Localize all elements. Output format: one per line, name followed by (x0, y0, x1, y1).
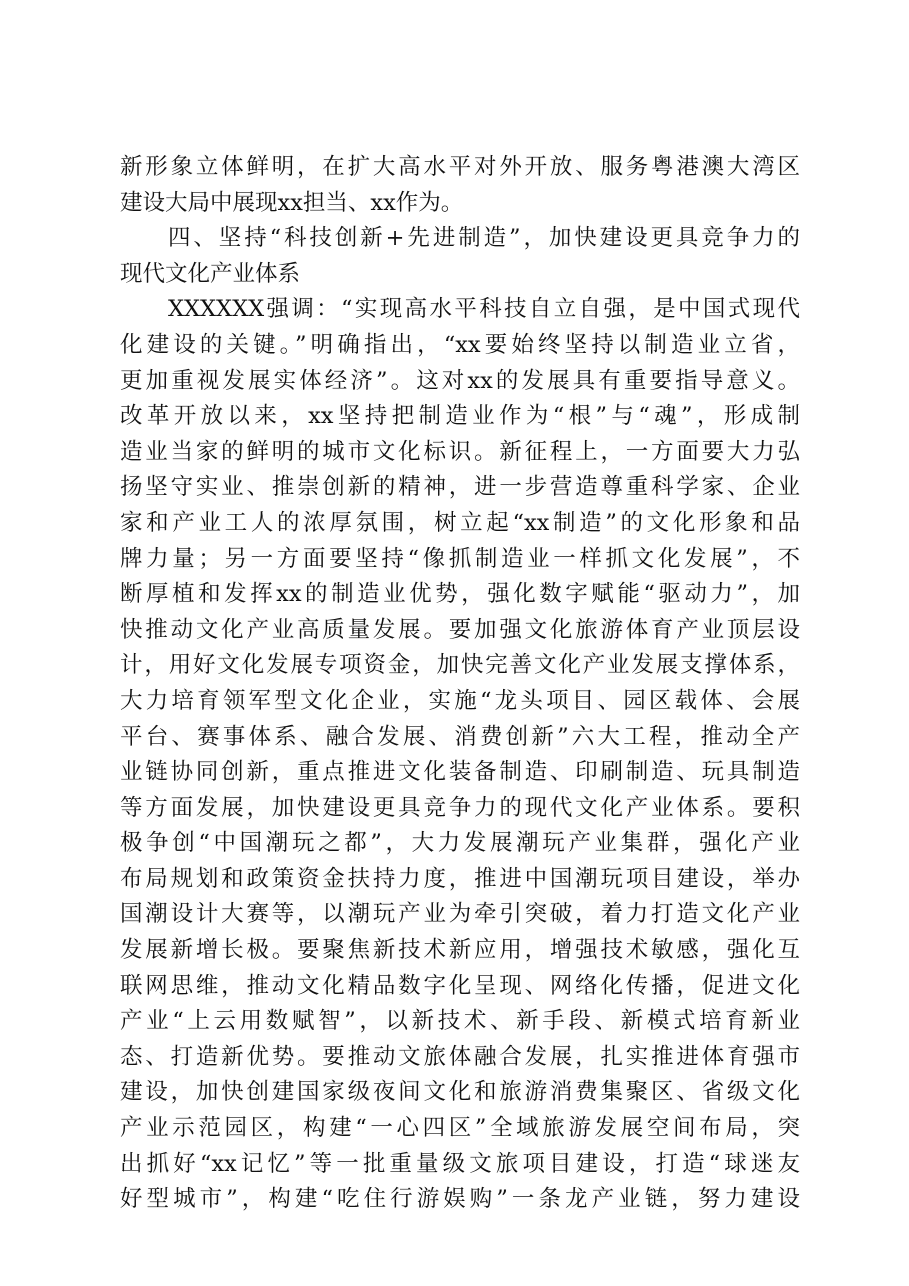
text-line: 产业示范园区，构建“一心四区”全域旅游发展空间布局，突 (120, 1115, 800, 1142)
text-line: 产业“上云用数赋智”，以新技术、新手段、新模式培育新业 (120, 1008, 800, 1035)
paragraph-body (120, 292, 800, 1217)
text-line: 建设，加快创建国家级夜间文化和旅游消费集聚区、省级文化 (120, 1079, 800, 1106)
text-line: 化建设的关键。”明确指出，“xx要始终坚持以制造业立省， (120, 331, 800, 358)
text-line: 造业当家的鲜明的城市文化标识。新征程上，一方面要大力弘 (120, 438, 800, 465)
text-line: 布局规划和政策资金扶持力度，推进中国潮玩项目建设，举办 (120, 865, 800, 892)
text-line: 业链协同创新，重点推进文化装备制造、印刷制造、玩具制造 (120, 759, 800, 786)
text-line: 计，用好文化发展专项资金，加快完善文化产业发展支撑体系， (120, 652, 800, 679)
text-line: 新形象立体鲜明，在扩大高水平对外开放、服务粤港澳大湾区 (120, 154, 800, 180)
text-line: 更加重视发展实体经济”。这对xx的发展具有重要指导意义。 (120, 367, 800, 394)
text-line: 现代文化产业体系 (120, 260, 301, 287)
text-line: 态、打造新优势。要推动文旅体融合发展，扎实推进体育强市 (120, 1043, 800, 1070)
text-line: 家和产业工人的浓厚氛围，树立起“xx制造”的文化形象和品 (120, 509, 800, 536)
text-line: 国潮设计大赛等，以潮玩产业为牵引突破，着力打造文化产业 (120, 901, 800, 928)
text-line: 大力培育领军型文化企业，实施“龙头项目、园区载体、会展 (120, 687, 800, 714)
text-line: 牌力量；另一方面要坚持“像抓制造业一样抓文化发展”，不 (120, 545, 800, 572)
text-line: 极争创“中国潮玩之都”，大力发展潮玩产业集群，强化产业 (120, 830, 800, 857)
text-line: 断厚植和发挥xx的制造业优势，强化数字赋能“驱动力”，加 (120, 581, 800, 608)
text-line: 建设大局中展现xx担当、xx作为。 (120, 189, 464, 216)
document-body (120, 150, 800, 1218)
text-line: 联网思维，推动文化精品数字化呈现、网络化传播，促进文化 (120, 972, 800, 999)
text-line: XXXXXX强调：“实现高水平科技自立自强，是中国式现代 (168, 296, 800, 323)
paragraph-continued (120, 150, 800, 221)
text-line: 扬坚守实业、推崇创新的精神，进一步营造尊重科学家、企业 (120, 474, 800, 501)
text-line: 等方面发展，加快建设更具竞争力的现代文化产业体系。要积 (120, 794, 800, 821)
text-line: 快推动文化产业高质量发展。要加强文化旅游体育产业顶层设 (120, 616, 800, 643)
text-line: 发展新增长极。要聚焦新技术新应用，增强技术敏感，强化互 (120, 937, 800, 964)
text-line: 出抓好“xx记忆”等一批重量级文旅项目建设，打造“球迷友 (120, 1150, 800, 1177)
text-line: 好型城市”，构建“吃住行游娱购”一条龙产业链，努力建设 (120, 1186, 800, 1213)
text-line: 改革开放以来，xx坚持把制造业作为“根”与“魂”，形成制 (120, 403, 800, 430)
text-line: 平台、赛事体系、融合发展、消费创新”六大工程，推动全产 (120, 723, 800, 750)
text-line: 四、坚持“科技创新+先进制造”，加快建设更具竞争力的 (168, 225, 800, 252)
section-heading (120, 221, 800, 292)
